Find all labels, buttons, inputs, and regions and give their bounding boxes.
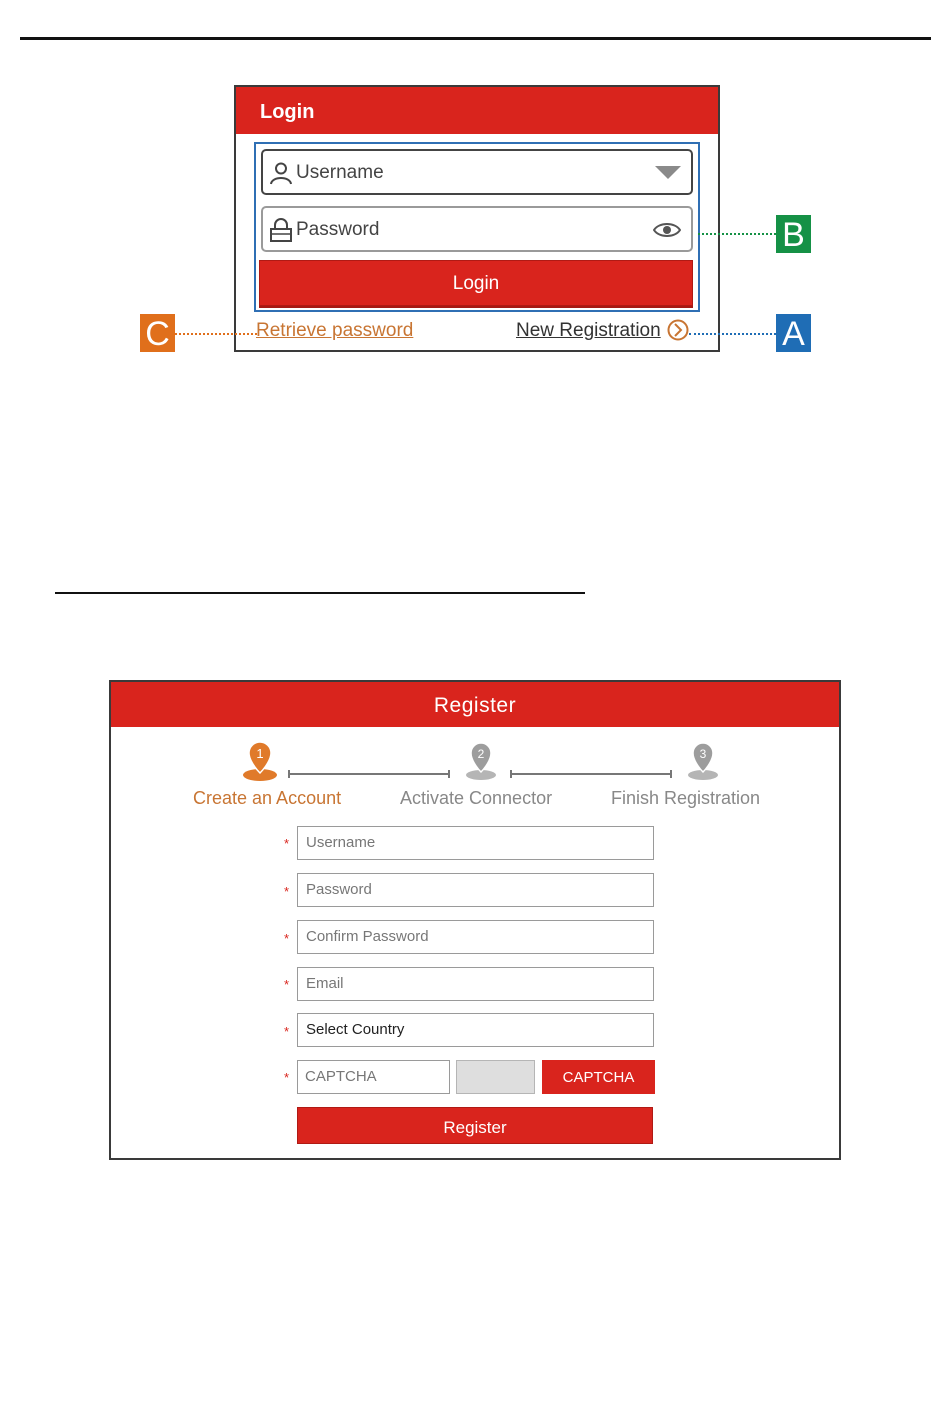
- callout-a-leader: [689, 333, 776, 335]
- step-2-marker-icon: [461, 739, 501, 783]
- register-panel: [109, 680, 841, 1160]
- login-form-highlight: [254, 142, 700, 312]
- country-select[interactable]: Select Country: [297, 1013, 654, 1047]
- step-1-marker-icon: [240, 739, 280, 783]
- new-registration-link[interactable]: New Registration: [516, 320, 661, 341]
- required-mark: *: [284, 836, 290, 851]
- login-button[interactable]: Login: [259, 260, 693, 306]
- step-1-label: Create an Account: [193, 788, 342, 808]
- step-1-number: 1: [256, 746, 264, 761]
- callout-c-leader: [175, 333, 257, 335]
- password-field[interactable]: [261, 206, 693, 252]
- register-email-input[interactable]: Email: [297, 967, 654, 1001]
- register-password-input[interactable]: Password: [297, 873, 654, 907]
- step-3-marker-icon: [683, 739, 723, 783]
- username-field[interactable]: [261, 149, 693, 195]
- show-password-eye-icon[interactable]: [653, 222, 681, 238]
- login-title: Login: [236, 87, 718, 134]
- step-3-label: Finish Registration: [611, 788, 761, 808]
- captcha-image: [456, 1060, 535, 1094]
- retrieve-password-link[interactable]: Retrieve password: [256, 320, 414, 341]
- required-mark: *: [284, 977, 290, 992]
- page-top-rule: [20, 37, 931, 40]
- step-2-number: 2: [477, 747, 485, 761]
- callout-c: C: [140, 314, 175, 352]
- password-placeholder: Password: [296, 219, 380, 240]
- required-mark: *: [284, 931, 290, 946]
- step-connector-1: [288, 773, 450, 775]
- lock-icon: [269, 218, 293, 242]
- required-mark: *: [284, 1070, 290, 1085]
- login-panel: [234, 85, 720, 352]
- step-connector-2: [510, 773, 672, 775]
- section-rule: [55, 592, 585, 594]
- circle-arrow-right-icon[interactable]: [667, 319, 689, 341]
- get-captcha-button[interactable]: CAPTCHA: [542, 1060, 655, 1094]
- register-button[interactable]: Register: [297, 1107, 653, 1144]
- callout-b: B: [776, 215, 811, 253]
- required-mark: *: [284, 1024, 290, 1039]
- callout-a: A: [776, 314, 811, 352]
- username-placeholder: Username: [296, 162, 384, 183]
- step-2-label: Activate Connector: [400, 788, 553, 808]
- register-username-input[interactable]: Username: [297, 826, 654, 860]
- user-icon: [269, 161, 293, 185]
- captcha-input[interactable]: CAPTCHA: [297, 1060, 450, 1094]
- register-title: Register: [111, 682, 839, 727]
- register-confirm-password-input[interactable]: Confirm Password: [297, 920, 654, 954]
- callout-b-leader: [698, 233, 776, 235]
- required-mark: *: [284, 884, 290, 899]
- dropdown-arrow-icon[interactable]: [655, 166, 681, 182]
- step-3-number: 3: [699, 747, 707, 761]
